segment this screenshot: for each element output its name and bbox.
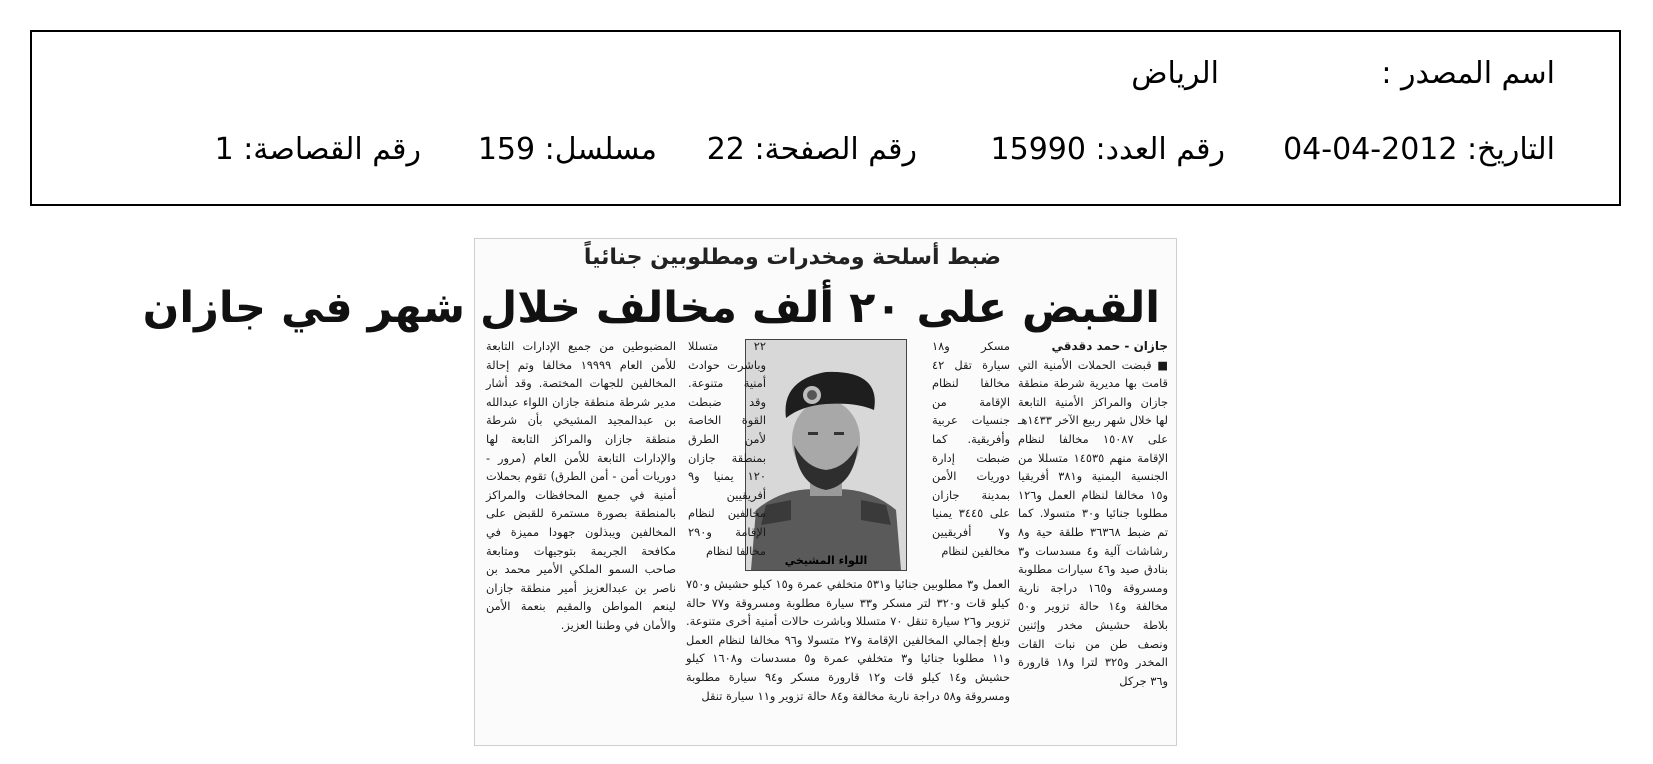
- article-column-4: المضبوطين من جميع الإدارات التابعة للأمن العام ١٩٩٩٩ مخالفا وتم إحالة المخالفين للجهات المختصة. وقد أشار مدير شرطة منطقة جازان اللواء عبدالله بن عبدالمجيد المشيخي بأن شرطة منطقة جازان والمراكز التابعة لها والإدارات التابعة للأمن العام (مرور - دوريات أمن - أمن الطرق) تقوم بحملات أمنية في جميع المحافظات والمراكز بالمنطقة بصورة مستمرة للقبض على المخالفين ويبذلون جهودا مميزة في مكافحة الجريمة بتوجيهات ومتابعة صاحب السمو الملكي الأمير محمد بن ناصر بن عبدالعزيز أمير منطقة جازان لينعم المواطن والمقيم بنعمة الأمن والأمان في وطننا العزيز.: [486, 339, 677, 632]
- clipping-metadata-box: [30, 30, 1621, 206]
- article-bottom-text: العمل و٣ مطلوبين جنائيا و٥٣١ متخلفي عمرة و١٥ كيلو حشيش و٧٥٠ كيلو قات و٣٢٠ لتر مسكر و٣٣ سيارة مطلوبة ومسروقة و٧٧ حالة تزوير و٢٦ سيارة تنقل ٧٠ متسللا وباشرت حالات أمنية أخرى متنوعة. وبلغ إجمالي المخالفين الإقامة و٢٧ متسولا و٩٦ مخالفا لنظام العمل و١١ مطلوبا جنائيا و٣ متخلفي عمرة و٥ مسدسات و١٦٠٨ كيلو حشيش و١٤ كيلو قات و١٢ قارورة مسكر و٩٤ سيارة مطلوبة ومسروقة و٥٨ دراجة نارية مخالفة و٨٤ حالة تزوير و١١ سيارة تنقل: [686, 577, 1011, 703]
- page-number-field: رقم الصفحة: 22: [706, 132, 917, 167]
- article-headline: القبض على ٢٠ ألف مخالف خلال شهر في جازان: [142, 283, 1160, 333]
- article-byline: جازان - حمد دقدقي: [1051, 339, 1168, 353]
- date-field: التاريخ: 2012-04-04: [1283, 132, 1555, 167]
- clip-number-field: رقم القصاصة: 1: [214, 132, 421, 167]
- portrait-photo: [745, 339, 907, 571]
- source-label: اسم المصدر :: [1381, 56, 1555, 91]
- article-column-2: مسكر و١٨ سيارة تقل ٤٢ مخالفا لنظام الإقامة من جنسيات عربية وأفريقية. كما ضبطت إدارة دوريات الأمن بمدينة جازان على ٣٤٤٥ يمنيا و٧ أفريقيين مخالفين لنظام: [932, 339, 1010, 558]
- source-value: الرياض: [1131, 56, 1219, 91]
- article-column-3: ٢٢ متسللا وباشرت حوادث أمنية متنوعة. وقد ضبطت القوة الخاصة لأمن الطرق بمنطقة جازان ١٢٠ يمنيا و٩ أفريقيين مخالفين لنظام الإقامة و٢٩٠ مخالفا لنظام: [688, 339, 766, 558]
- article-column-1-text: ■ قبضت الحملات الأمنية التي قامت بها مديرية شرطة منطقة جازان والمراكز الأمنية التابعة لها خلال شهر ربيع الآخر ١٤٣٣هـ على ١٥٠٨٧ مخالفا لنظام الإقامة منهم ١٤٥٣٥ متسللا من الجنسية اليمنية و٣٨١ أفريقيا و١٥ مخالفا لنظام العمل و١٢٦ مطلوبا جنائيا و٣٠ متسولا. كما تم ضبط ٣٦٣٦٨ طلقة حية و٨ رشاشات آلية و٤ مسدسات و٣ بنادق صيد و٤٦ سيارات مطلوبة ومسروقة و١٦٥ دراجة نارية مخالفة و١٤ حالة تزوير و٥٠ بلاطة حشيش مخدر وإثنين ونصف طن من نبات القات المخدر و٣٢٥ لترا و١٨ قارورة و٣٦ جركل: [1018, 357, 1169, 688]
- issue-number-field: رقم العدد: 15990: [990, 132, 1225, 167]
- serial-number-field: مسلسل: 159: [477, 132, 657, 167]
- officer-portrait-icon: [746, 340, 906, 570]
- photo-caption: اللواء المشيخي: [784, 554, 868, 567]
- article-column-1: [1018, 337, 1168, 735]
- newspaper-clipping: [142, 238, 1177, 746]
- article-kicker: ضبط أسلحة ومخدرات ومطلوبين جنائياً: [583, 245, 1001, 270]
